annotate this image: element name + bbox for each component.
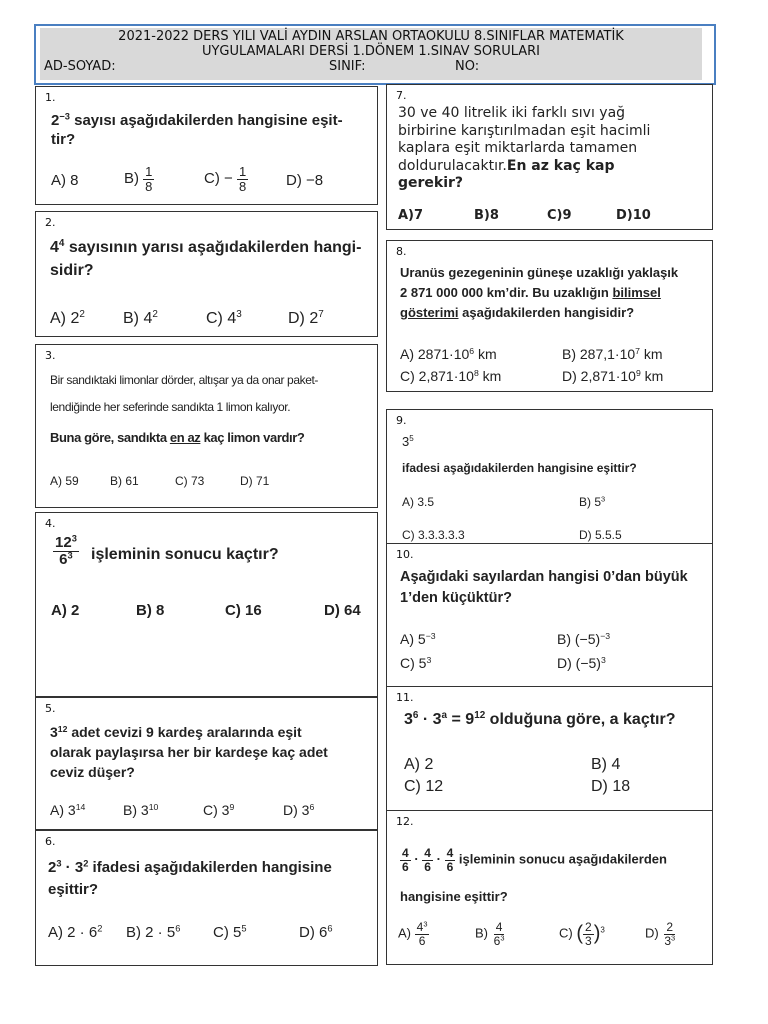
question-number: 9. (396, 414, 407, 427)
option-c[interactable]: C) $3^9$ (203, 801, 235, 818)
question-text: Aşağıdaki sayılardan hangisi 0’dan büyük 1’den küçüktür? (400, 569, 688, 606)
question-12 (386, 810, 713, 965)
option-b[interactable]: B) $287,1\cdot 10^7$ km (562, 345, 663, 362)
fraction-expression: $\frac{12^3}{6^3}$ (55, 533, 77, 568)
question-number: 8. (396, 245, 407, 258)
option-d[interactable]: D) $2^7$ (288, 309, 324, 327)
question-prompt: Buna göre, sandıkta en az kaç limon vardır? (50, 430, 305, 445)
option-b[interactable]: B) $(-5)^{-3}$ (557, 630, 611, 647)
question-text: $2^3 \cdot 3^2$ ifadesi aşağıdakilerden hangisine eşittir? (48, 858, 332, 898)
question-11 (386, 686, 713, 812)
question-2 (35, 211, 378, 337)
option-b[interactable]: B) $4^2$ (123, 309, 158, 327)
student-info-row (40, 59, 702, 75)
header-title-line1: 2021-2022 DERS YILI VALİ AYDIN ARSLAN ORTAOKULU 8.SINIFLAR MATEMATİK (118, 29, 624, 44)
question-10 (386, 543, 713, 688)
question-number: 2. (45, 216, 56, 229)
option-d[interactable]: D) $\frac{2}{3^3}$ (645, 920, 676, 948)
question-number: 11. (396, 691, 414, 704)
option-c[interactable]: C) $5^5$ (213, 923, 247, 941)
option-d[interactable]: D) 64 (324, 602, 361, 619)
option-b[interactable]: B) $5^3$ (579, 494, 606, 509)
question-text-line2: lendiğinde her seferinde sandıkta 1 limon kalıyor. (50, 400, 291, 414)
option-d[interactable]: D) −8 (286, 172, 324, 189)
question-number: 4. (45, 517, 56, 530)
power-expression: $3^5$ (402, 434, 414, 449)
option-b[interactable]: B) 61 (110, 474, 139, 488)
option-a[interactable]: A) $2^2$ (50, 309, 85, 327)
option-d[interactable]: D) 71 (240, 474, 270, 488)
option-a[interactable]: A)7 (398, 208, 424, 223)
question-4 (35, 512, 378, 697)
question-number: 1. (45, 91, 56, 104)
option-b[interactable]: B) $2 \cdot 5^6$ (126, 923, 181, 941)
question-text: $3^{12}$ adet cevizi 9 kardeş aralarında eşit olarak paylaşırsa her bir kardeşe kaç adet ceviz düşer? (50, 723, 328, 780)
option-c[interactable]: C)9 (547, 208, 572, 223)
question-8 (386, 240, 713, 392)
question-number: 7. (396, 89, 407, 102)
option-d[interactable]: D) 18 (591, 778, 631, 795)
question-3 (35, 344, 378, 508)
question-number: 10. (396, 548, 414, 561)
question-text-line1: Bir sandıktaki limonlar dörder, altışar ya da onar paket- (50, 373, 319, 387)
option-b[interactable]: B) 4 (591, 756, 621, 773)
question-number: 6. (45, 835, 56, 848)
option-c[interactable]: C) 16 (225, 602, 262, 619)
option-a[interactable]: A) $\frac{4^3}{6}$ (398, 919, 428, 948)
option-d[interactable]: D) $(-5)^3$ (557, 654, 606, 671)
question-6 (35, 830, 378, 966)
option-d[interactable]: D) 5.5.5 (579, 528, 622, 542)
option-a[interactable]: A) 59 (50, 474, 79, 488)
option-b[interactable]: B)8 (474, 208, 499, 223)
option-d[interactable]: D)10 (616, 208, 651, 223)
question-7 (386, 84, 713, 230)
option-b[interactable]: B) $\frac{1}{8}$ (124, 164, 153, 194)
question-text: $4^4$ sayısının yarısı aşağıdakilerden hangi- sidir? (50, 238, 362, 279)
option-c[interactable]: C) − $\frac{1}{8}$ (204, 164, 247, 194)
question-text: $3^6 \cdot 3^a = 9^{12}$ olduğuna göre, a kaçtır? (404, 710, 676, 728)
header-title-line2: UYGULAMALARI DERSİ 1.DÖNEM 1.SINAV SORULARI (201, 44, 541, 59)
question-number: 12. (396, 815, 414, 828)
option-c[interactable]: C) ( $\frac{2}{3}$ )$^3$ (559, 920, 605, 948)
class-label: SINIF: (329, 59, 366, 74)
question-text: ifadesi aşağıdakilerden hangisine eşittir? (402, 461, 637, 475)
question-text: Uranüs gezegeninin güneşe uzaklığı yaklaşık 2 871 000 000 km’dir. Bu uzaklığın bilimsel gösterimi aşağıdakilerden hangisidir? (400, 265, 679, 320)
question-9 (386, 409, 713, 546)
question-number: 5. (45, 702, 56, 715)
option-c[interactable]: C) 12 (404, 778, 444, 795)
question-text: $2^{-3}$ sayısı aşağıdakilerden hangisine eşit- tir? (51, 111, 343, 148)
option-a[interactable]: A) $2871\cdot 10^6$ km (400, 345, 497, 362)
option-a[interactable]: A) 2 (404, 756, 434, 773)
option-a[interactable]: A) 2 (51, 602, 80, 619)
question-expression: $\frac{4}{6}$ · $\frac{4}{6}$ · $\frac{4}{6}$ işleminin sonucu aşağıdakilerden (402, 846, 667, 874)
option-c[interactable]: C) 73 (175, 474, 205, 488)
question-5 (35, 697, 378, 830)
exam-header (40, 28, 702, 80)
option-a[interactable]: A) $2 \cdot 6^2$ (48, 923, 103, 941)
option-b[interactable]: B) 8 (136, 602, 165, 619)
option-a[interactable]: A) $5^{-3}$ (400, 630, 436, 647)
option-b[interactable]: B) $3^{10}$ (123, 801, 159, 818)
option-a[interactable]: A) $3^{14}$ (50, 801, 86, 818)
option-b[interactable]: B) $\frac{4}{6^3}$ (475, 920, 505, 948)
question-text: işleminin sonucu kaçtır? (91, 546, 279, 563)
option-a[interactable]: A) 3.5 (402, 495, 435, 509)
question-number: 3. (45, 349, 56, 362)
option-d[interactable]: D) $6^6$ (299, 923, 333, 941)
option-d[interactable]: D) $3^6$ (283, 801, 315, 818)
option-c[interactable]: C) 3.3.3.3.3 (402, 528, 465, 542)
option-c[interactable]: C) $4^3$ (206, 309, 242, 327)
option-c[interactable]: C) $5^3$ (400, 654, 432, 671)
question-text: 30 ve 40 litrelik iki farklı sıvı yağ birbirine karıştırılmadan eşit hacimli kaplara eşit miktarlarda tamamen doldurulacaktır.En az kaç kap gerekir? (398, 105, 651, 191)
question-text-line2: hangisine eşittir? (400, 889, 508, 904)
option-d[interactable]: D) $2,871\cdot 10^9$ km (562, 367, 664, 384)
option-a[interactable]: A) 8 (51, 172, 79, 189)
name-label: AD-SOYAD: (44, 59, 116, 74)
number-label: NO: (455, 59, 480, 74)
question-1 (35, 86, 378, 205)
option-c[interactable]: C) $2,871\cdot 10^8$ km (400, 367, 502, 384)
